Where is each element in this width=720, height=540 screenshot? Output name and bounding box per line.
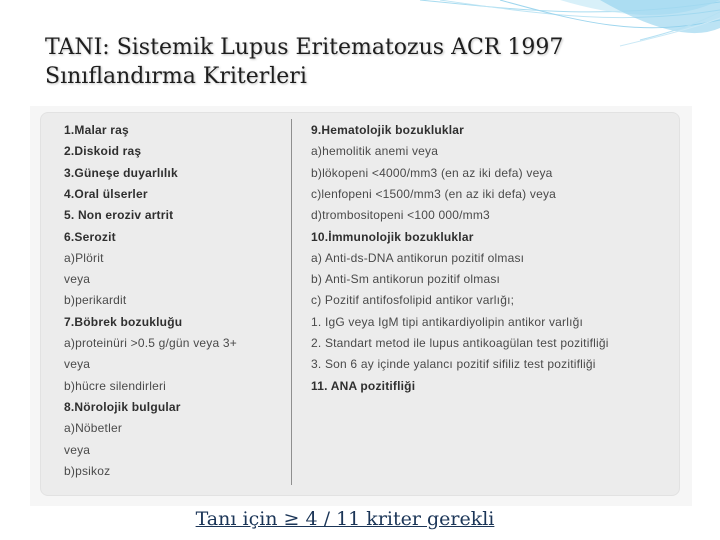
slide-title-line-1: TANI: Sistemik Lupus Eritematozus ACR 1997 [45,35,564,60]
left-criteria-item: 2.Diskoid raş [64,144,142,159]
left-criteria-item: 5. Non eroziv artrit [64,208,174,223]
left-criteria-item: a)Plörit [64,250,104,265]
left-criteria-item: 7.Böbrek bozukluğu [64,314,183,329]
footer-text: Tanı için ≥ 4 / 11 kriter gerekli [195,508,495,530]
left-criteria-item: 4.Oral ülserler [64,186,148,201]
footer-note [0,508,690,530]
slide-title-line-2: Sınıflandırma Kriterleri [45,64,307,89]
right-criteria-item: c)lenfopeni <1500/mm3 (en az iki defa) veya [311,186,557,201]
left-criteria-item: veya [64,442,91,457]
column-divider [291,119,292,485]
left-criteria-item: b)psikoz [64,463,111,478]
right-criteria-item: 3. Son 6 ay içinde yalancı pozitif sifiliz test pozitifliği [311,357,596,372]
left-criteria-item: a)Nöbetler [64,421,123,436]
left-criteria-item: b)hücre silendirleri [64,378,167,393]
left-criteria-item: 8.Nörolojik bulgular [64,399,181,414]
left-criteria-item: 3.Güneşe duyarlılık [64,165,178,180]
right-criteria-item: 2. Standart metod ile lupus antikoagülan test pozitifliği [311,336,609,350]
left-criteria-item: 1.Malar raş [64,123,129,137]
right-criteria-item: b)lökopeni <4000/mm3 (en az iki defa) veya [311,165,553,180]
right-criteria-item: a) Anti-ds-DNA antikorun pozitif olması [311,250,525,265]
right-criteria-item: 11. ANA pozitifliği [311,378,416,393]
left-criteria-item: veya [64,357,91,372]
left-criteria-item: b)perikardit [64,293,127,308]
right-criteria-item: 9.Hematolojik bozukluklar [311,123,465,137]
right-criteria-item: 10.İmmunolojik bozukluklar [311,229,474,244]
left-criteria-item: 6.Serozit [64,229,116,244]
slide-title [45,33,685,91]
right-criteria-item: d)trombositopeni <100 000/mm3 [311,208,490,223]
left-criteria-item: veya [64,272,91,287]
right-criteria-item: c) Pozitif antifosfolipid antikor varlığı; [311,293,515,308]
left-criteria-item: a)proteinüri >0.5 g/gün veya 3+ [64,336,237,350]
right-criteria-item: b) Anti-Sm antikorun pozitif olması [311,272,501,287]
right-criteria-item: 1. IgG veya IgM tipi antikardiyolipin antikor varlığı [311,314,584,329]
right-criteria-item: a)hemolitik anemi veya [311,144,439,159]
